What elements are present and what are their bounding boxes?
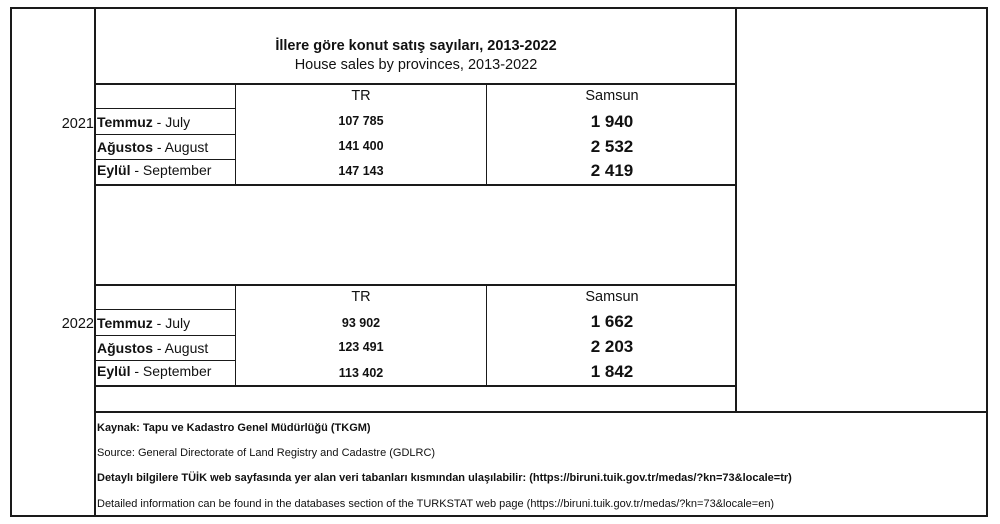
tr-value: 107 785 (338, 114, 384, 128)
month-label: Ağustos - August (97, 139, 209, 155)
detail-tr: Detaylı bilgilere TÜİK web sayfasında yer alan veri tabanları kısmından ulaşılabilir: (https://biruni.tuik.gov.tr/medas/?kn=73&locale=tr) (97, 472, 792, 484)
source-en: Source: General Directorate of Land Registry and Cadastre (GDLRC) (97, 447, 436, 459)
column-header-tr: TR (351, 88, 371, 104)
month-label: Temmuz - July (97, 315, 191, 331)
column-header-samsun: Samsun (585, 88, 639, 104)
samsun-value: 1 662 (590, 312, 634, 331)
table-title: İllere göre konut satış sayıları, 2013-2022 (275, 38, 557, 54)
samsun-value: 1 940 (590, 112, 634, 131)
column-header-samsun: Samsun (585, 289, 639, 305)
detail-en: Detailed information can be found in the databases section of the TURKSTAT web page (https://biruni.tuik.gov.tr/medas/?kn=73&locale=en) (97, 498, 775, 510)
tr-value: 113 402 (338, 366, 384, 380)
month-label: Temmuz - July (97, 114, 191, 130)
samsun-value: 2 419 (590, 161, 634, 180)
samsun-value: 1 842 (590, 362, 634, 381)
column-header-tr: TR (351, 289, 371, 305)
samsun-value: 2 532 (590, 137, 634, 156)
month-label: Ağustos - August (97, 340, 209, 356)
tr-value: 147 143 (338, 164, 384, 178)
samsun-value: 2 203 (590, 337, 634, 356)
tr-value: 123 491 (338, 340, 384, 354)
month-label: Eylül - September (97, 363, 212, 379)
source-tr: Kaynak: Tapu ve Kadastro Genel Müdürlüğü (TKGM) (97, 422, 371, 434)
month-label: Eylül - September (97, 162, 212, 178)
tr-value: 93 902 (341, 316, 381, 330)
year-label: 2022 (61, 316, 94, 332)
tr-value: 141 400 (338, 139, 384, 153)
table-subtitle: House sales by provinces, 2013-2022 (294, 57, 538, 73)
year-label: 2021 (61, 116, 94, 132)
